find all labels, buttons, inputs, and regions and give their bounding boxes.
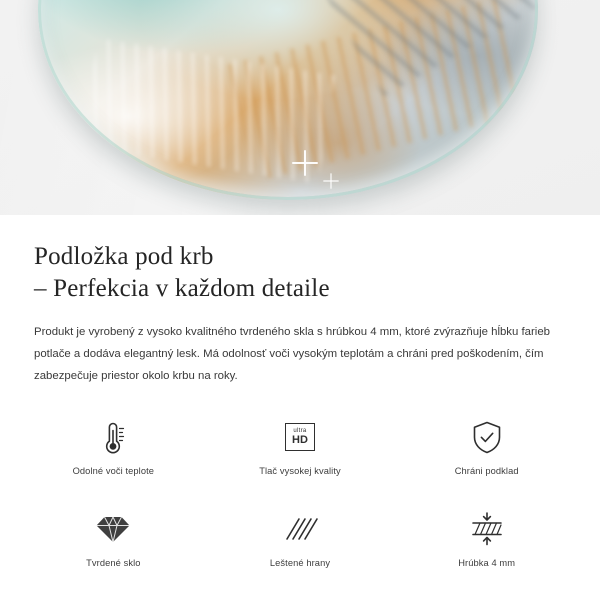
thermometer-icon (95, 416, 131, 458)
thickness-arrows-icon (467, 508, 507, 550)
page-title-line-2: – Perfekcia v každom detaile (34, 275, 330, 302)
feature-item-polished-edges (207, 502, 394, 586)
feature-grid (0, 410, 600, 586)
description-paragraph: Produkt je vyrobený z vysoko kvalitného tvrdeného skla s hrúbkou 4 mm, ktoré zvýrazňuje hĺbku farieb potlače a dodáva elegantný lesk. Má odolnosť voči vysokým teplotám a chráni pred poškodením, čím zabezpečuje priestor okolo krbu na roky. (34, 326, 550, 383)
page-title (34, 241, 566, 305)
feature-item-surface-protection (393, 410, 580, 494)
feature-item-thickness (393, 502, 580, 586)
ultra-hd-icon (285, 416, 315, 458)
text-content (0, 215, 600, 388)
feature-item-print-quality (207, 410, 394, 494)
feature-label: Hrúbka 4 mm (458, 557, 516, 568)
feature-label: Tlač vysokej kvality (259, 465, 341, 476)
feature-label: Odolné voči teplote (72, 465, 155, 476)
feature-label: Chráni podklad (454, 465, 519, 476)
feature-item-tempered-glass (20, 502, 207, 586)
diamond-icon (93, 508, 133, 550)
marble-swirl-grey (299, 0, 538, 97)
page-title-line-1: Podložka pod krb (34, 243, 214, 270)
polished-edges-icon (280, 508, 320, 550)
hero-image (0, 0, 600, 215)
ultra-hd-top-text: ultra (293, 427, 307, 434)
ultra-hd-bottom-text: HD (292, 433, 308, 446)
feature-item-heat-resistance (20, 410, 207, 494)
feature-label: Tvrdené sklo (86, 557, 141, 568)
feature-label: Leštené hrany (269, 557, 331, 568)
shield-check-icon (470, 416, 504, 458)
